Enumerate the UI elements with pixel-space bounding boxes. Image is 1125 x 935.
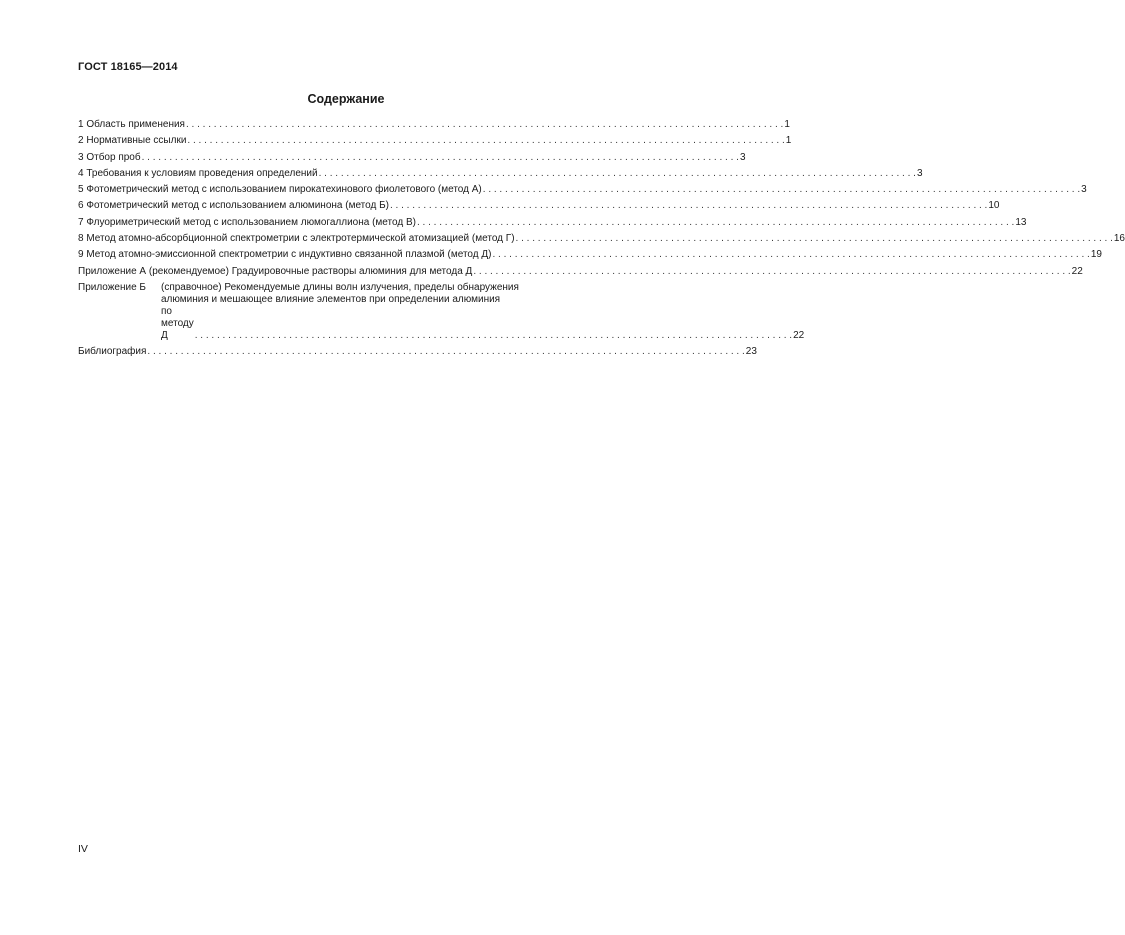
toc-entry-bibliography[interactable] xyxy=(78,346,757,358)
toc-entry-9[interactable] xyxy=(78,249,1102,261)
toc-entry-7[interactable] xyxy=(78,216,1027,229)
dot-leader xyxy=(492,249,1089,261)
document-code: ГОСТ 18165—2014 xyxy=(78,61,178,73)
dot-leader xyxy=(473,266,1070,278)
toc-entry-appendix-b[interactable] xyxy=(78,281,805,342)
toc-entry-page: 3 xyxy=(739,151,746,163)
toc-entry-appendix-a[interactable] xyxy=(78,265,1083,278)
dot-leader xyxy=(516,233,1113,245)
toc-entry-label: 8 Метод атомно-абсорбционной спектрометрии с электротермической атомизацией (метод Г) xyxy=(78,233,515,245)
toc-entry-page: 19 xyxy=(1090,249,1102,261)
appendix-b-line-1: (справочное) Рекомендуемые длины волн излучения, пределы обнаружения xyxy=(161,281,519,293)
page-number: IV xyxy=(78,843,88,855)
toc-entry-page: 10 xyxy=(988,200,1000,212)
toc-entry-label: 6 Фотометрический метод с использованием алюминона (метод Б) xyxy=(78,200,389,212)
toc-entry-label: Библиография xyxy=(78,346,147,358)
toc-entry-label: 1 Область применения xyxy=(78,119,185,130)
toc-entry-1[interactable] xyxy=(78,119,790,131)
toc-entry-4[interactable] xyxy=(78,167,923,180)
dot-leader xyxy=(147,346,744,358)
table-of-contents xyxy=(78,119,1125,363)
dot-leader xyxy=(390,200,987,212)
appendix-b-line-3-row xyxy=(161,306,804,342)
toc-entry-page: 16 xyxy=(1113,233,1125,245)
toc-entry-page: 1 xyxy=(784,119,790,130)
dot-leader xyxy=(483,184,1080,196)
toc-entry-5[interactable] xyxy=(78,184,1087,196)
toc-entry-page: 22 xyxy=(1071,265,1083,277)
toc-entry-label: 2 Нормативные ссылки xyxy=(78,135,187,147)
toc-entry-label: 7 Флуориметрический метод с использованием люмогаллиона (метод В) xyxy=(78,216,416,228)
toc-entry-page: 3 xyxy=(1081,184,1087,196)
toc-entry-3[interactable] xyxy=(78,151,746,164)
dot-leader xyxy=(186,119,783,131)
toc-entry-2[interactable] xyxy=(78,135,792,147)
toc-entry-8[interactable] xyxy=(78,233,1125,245)
toc-entry-page: 13 xyxy=(1015,216,1027,228)
dot-leader xyxy=(142,152,739,164)
appendix-b-line-3: по методу Д xyxy=(161,305,194,341)
toc-entry-page: 1 xyxy=(785,135,792,147)
dot-leader xyxy=(195,330,792,342)
toc-entry-label: 9 Метод атомно-эмиссионной спектрометрии с индуктивно связанной плазмой (метод Д) xyxy=(78,249,492,261)
appendix-prefix: Приложение Б xyxy=(78,281,146,293)
toc-entry-page: 3 xyxy=(916,167,923,179)
toc-entry-label: 3 Отбор проб xyxy=(78,151,141,163)
appendix-b-body xyxy=(161,282,804,342)
toc-entry-label: 4 Требования к условиям проведения определений xyxy=(78,167,318,179)
toc-entry-label: 5 Фотометрический метод с использованием пирокатехинового фиолетового (метод А) xyxy=(78,184,482,196)
toc-entry-page: 23 xyxy=(745,346,757,358)
toc-entry-page: 22 xyxy=(793,329,805,341)
toc-entry-6[interactable] xyxy=(78,200,1000,212)
dot-leader xyxy=(417,217,1014,229)
appendix-b-line-2: алюминия и мешающее влияние элементов при определении алюминия xyxy=(161,293,501,305)
dot-leader xyxy=(187,135,784,147)
toc-entry-label: Приложение А (рекомендуемое) Градуировочные растворы алюминия для метода Д xyxy=(78,265,473,277)
toc-title: Содержание xyxy=(307,92,385,106)
dot-leader xyxy=(319,168,916,180)
